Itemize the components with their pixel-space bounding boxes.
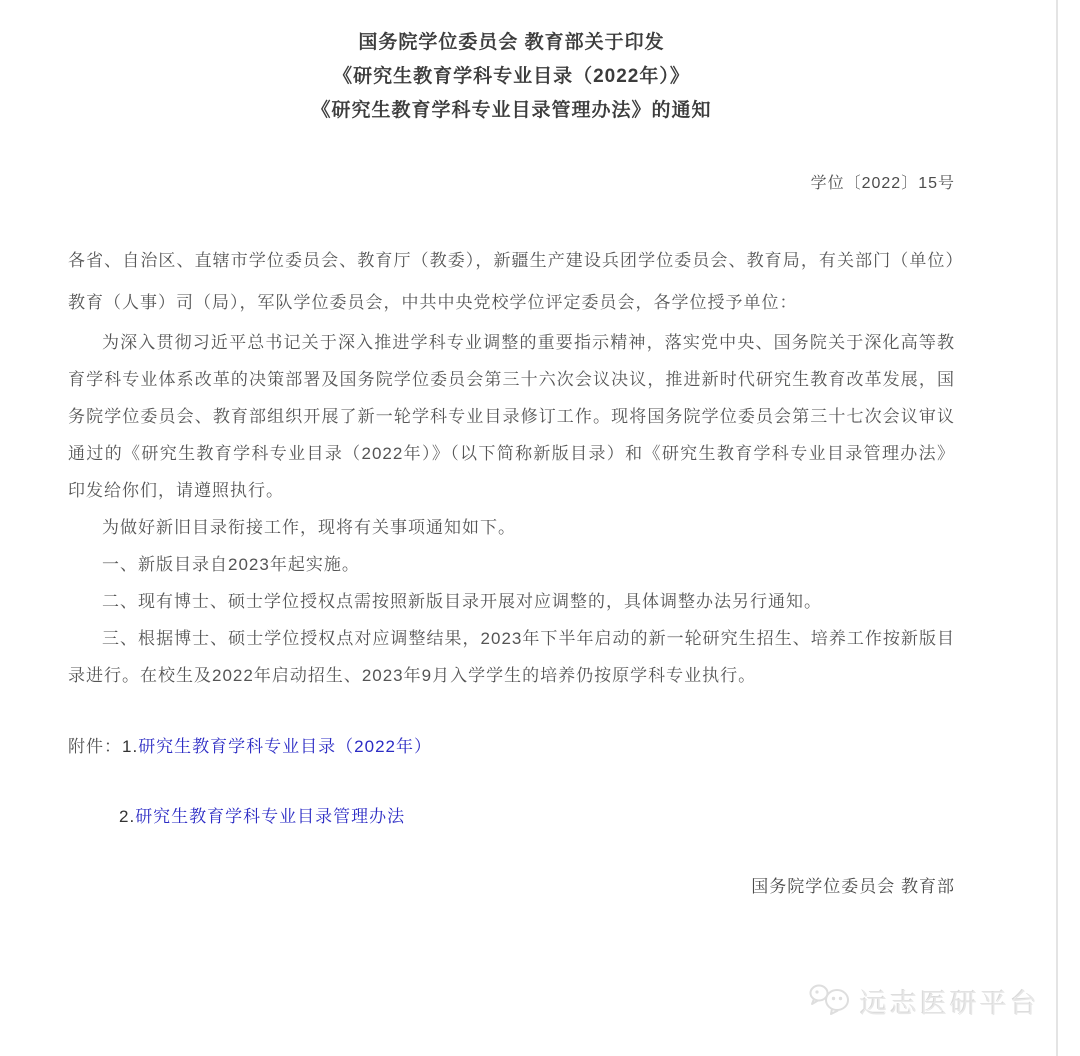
title-line-3: 《研究生教育学科专业目录管理办法》的通知 (311, 100, 712, 121)
title-line-1: 国务院学位委员会 教育部关于印发 (358, 32, 665, 53)
attachments-label: 附件： (68, 737, 122, 756)
body-item-2: 二、现有博士、硕士学位授权点需按照新版目录开展对应调整的，具体调整办法另行通知。 (102, 592, 822, 611)
chat-bubbles-logo-icon (808, 983, 854, 1020)
attachment-number-1: 1. (122, 737, 139, 756)
attachment-row-1 (68, 728, 955, 765)
document-title (68, 26, 955, 128)
body-item-3: 三、根据博士、硕士学位授权点对应调整结果，2023年下半年启动的新一轮研究生招生、培养工作按新版目录进行。在校生及2022年启动招生、2023年9月入学学生的培养仍按原学科专业执行。 (68, 629, 955, 685)
attachment-number-2: 2. (119, 807, 136, 826)
page-edge-divider (1056, 0, 1058, 1056)
document-number: 学位〔2022〕15号 (810, 175, 955, 192)
body-paragraph-2: 为做好新旧目录衔接工作，现将有关事项通知如下。 (102, 518, 516, 537)
watermark (808, 982, 1040, 1021)
attachment-row-2 (68, 798, 955, 835)
addressee-paragraph: 各省、自治区、直辖市学位委员会、教育厅（教委），新疆生产建设兵团学位委员会、教育局，有关部门（单位）教育（人事）司（局），军队学位委员会，中共中央党校学位评定委员会，各学位授予单位： (68, 251, 955, 312)
body-paragraph-1: 为深入贯彻习近平总书记关于深入推进学科专业调整的重要指示精神，落实党中央、国务院关于深化高等教育学科专业体系改革的决策部署及国务院学位委员会第三十六次会议决议，推进新时代研究生教育改革发展，国务院学位委员会、教育部组织开展了新一轮学科专业目录修订工作。现将国务院学位委员会第三十七次会议审议通过的《研究生教育学科专业目录（2022年）》（以下简称新版目录）和《研究生教育学科专业目录管理办法》印发给你们，请遵照执行。 (68, 333, 955, 500)
signature: 国务院学位委员会 教育部 (751, 877, 955, 896)
watermark-text: 远志医研平台 (860, 989, 1040, 1019)
attachment-link-1[interactable]: 研究生教育学科专业目录（2022年） (138, 737, 433, 756)
attachment-link-2[interactable]: 研究生教育学科专业目录管理办法 (135, 807, 406, 826)
attachments-block (68, 728, 955, 835)
body-item-1: 一、新版目录自2023年起实施。 (102, 555, 360, 574)
title-line-2: 《研究生教育学科专业目录（2022年）》 (333, 66, 690, 87)
